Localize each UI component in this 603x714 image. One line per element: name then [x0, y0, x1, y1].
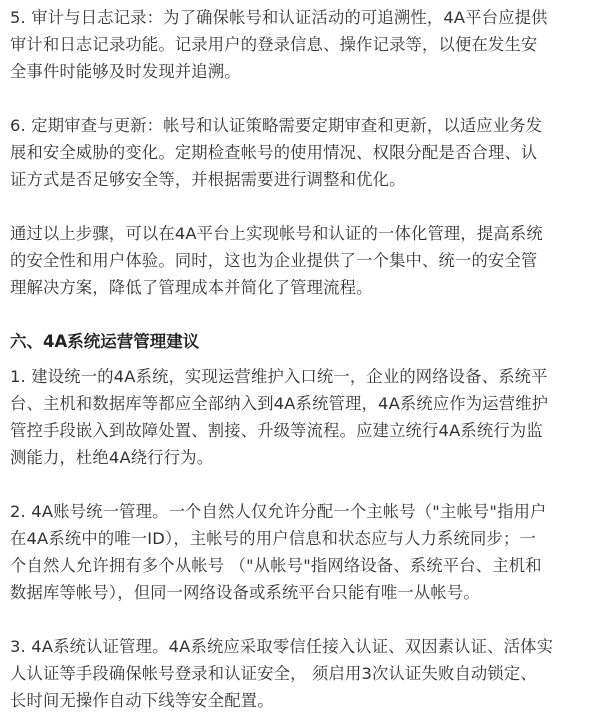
- paragraph-gap: [10, 85, 600, 112]
- paragraph-gap: [10, 355, 600, 363]
- text-line: 测能力，杜绝4A绕行行为。: [10, 448, 214, 467]
- text-line: 6. 定期审查与更新：帐号和认证策略需要定期审查和更新，以适应业务发: [10, 116, 543, 135]
- section-heading: 六、4A系统运营管理建议: [10, 332, 200, 351]
- paragraph-item-2: [10, 498, 600, 606]
- text-line: 5. 审计与日志记录：为了确保帐号和认证活动的可追溯性，4A平台应提供: [10, 8, 548, 27]
- text-line: 全事件时能够及时发现并追溯。: [10, 62, 241, 81]
- paragraph-periodic-review: [10, 112, 600, 193]
- text-line: 个自然人允许拥有多个从帐号 （"从帐号"指网络设备、系统平台、主机和: [10, 556, 542, 575]
- paragraph-audit-logging: [10, 4, 600, 85]
- text-line: 审计和日志记录功能。记录用户的登录信息、操作记录等，以便在发生安: [10, 35, 538, 54]
- article-body: [10, 0, 600, 714]
- text-line: 2. 4A账号统一管理。一个自然人仅允许分配一个主帐号（"主帐号"指用户: [10, 502, 547, 521]
- text-line: 在4A系统中的唯一ID），主帐号的用户信息和状态应与人力系统同步；一: [10, 529, 536, 548]
- text-line: 证方式是否足够安全等，并根据需要进行调整和优化。: [10, 170, 406, 189]
- text-line: 人认证等手段确保帐号登录和认证安全， 须启用3次认证失败自动锁定、: [10, 664, 537, 683]
- text-line: 通过以上步骤，可以在4A平台上实现帐号和认证的一体化管理，提高系统: [10, 224, 543, 243]
- paragraph-gap: [10, 606, 600, 633]
- text-line: 长时间无操作自动下线等安全配置。: [10, 691, 274, 710]
- text-line: 3. 4A系统认证管理。4A系统应采取零信任接入认证、双因素认证、活体实: [10, 637, 554, 656]
- text-line: 理解决方案，降低了管理成本并简化了管理流程。: [10, 278, 373, 297]
- text-line: 台、主机和数据库等都应全部纳入到4A系统管理，4A系统应作为运营维护: [10, 394, 549, 413]
- paragraph-item-1: [10, 363, 600, 471]
- text-line: 展和安全威胁的变化。定期检查帐号的使用情况、权限分配是否合理、认: [10, 143, 538, 162]
- text-line: 1. 建设统一的4A系统，实现运营维护入口统一，企业的网络设备、系统平: [10, 367, 548, 386]
- paragraph-gap: [10, 471, 600, 498]
- text-line: 的安全性和用户体验。同时，这也为企业提供了一个集中、统一的安全管: [10, 251, 538, 270]
- paragraph-gap: [10, 301, 600, 328]
- paragraph-gap: [10, 193, 600, 220]
- paragraph-item-3: [10, 633, 600, 714]
- paragraph-summary: [10, 220, 600, 301]
- text-line: 管控手段嵌入到故障处置、割接、升级等流程。应建立统行4A系统行为监: [10, 421, 543, 440]
- text-line: 数据库等帐号），但同一网络设备或系统平台只能有唯一从帐号。: [10, 583, 480, 602]
